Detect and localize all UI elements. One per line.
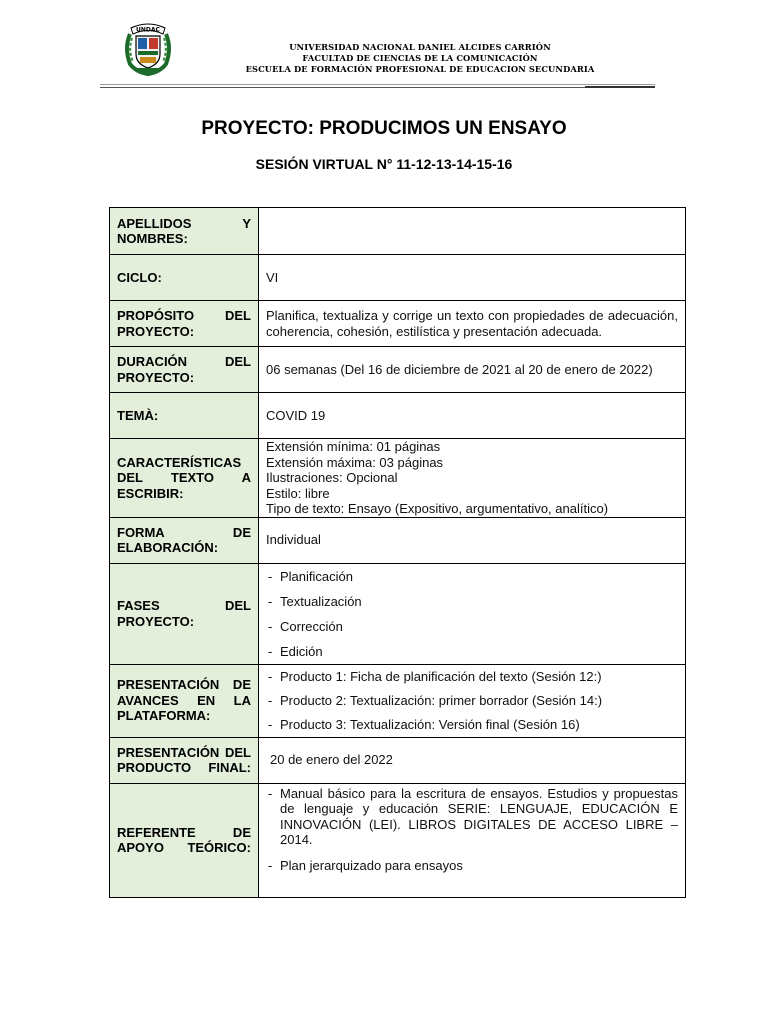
- phases-list: [266, 564, 678, 664]
- row-fases: [110, 563, 686, 664]
- row-label: FORMA DE ELABORACIÓN:: [110, 517, 259, 563]
- row-value: Individual: [259, 517, 686, 563]
- row-duracion: [110, 347, 686, 393]
- row-label: APELLIDOS Y NOMBRES:: [110, 208, 259, 255]
- school-name: ESCUELA DE FORMACIÓN PROFESIONAL DE EDUCACION SECUNDARIA: [245, 64, 595, 74]
- university-name: UNIVERSIDAD NACIONAL DANIEL ALCIDES CARRIÓN: [289, 42, 551, 52]
- deliverables-list: [266, 665, 678, 737]
- header-divider: [100, 84, 655, 85]
- university-logo: [122, 18, 174, 76]
- list-item: - Edición: [266, 639, 678, 664]
- institution-block: [180, 42, 660, 75]
- row-value: COVID 19: [259, 393, 686, 439]
- project-info-table: [109, 207, 686, 898]
- row-proposito: [110, 301, 686, 347]
- list-item: - Textualización: [266, 589, 678, 614]
- list-item: - Plan jerarquizado para ensayos: [266, 858, 678, 874]
- list-item: - Planificación: [266, 564, 678, 589]
- row-referente: [110, 783, 686, 897]
- name-field[interactable]: [259, 208, 686, 255]
- list-item: - Producto 2: Textualización: primer borrador (Sesión 14:): [266, 689, 678, 713]
- row-value: [259, 439, 686, 518]
- row-forma: [110, 517, 686, 563]
- char-line: Extensión máxima: 03 páginas: [266, 454, 444, 470]
- char-line: Extensión mínima: 01 páginas: [266, 439, 441, 454]
- document-header: [100, 16, 655, 90]
- row-caracteristicas: [110, 439, 686, 518]
- row-label: DURACIÓN DEL PROYECTO:: [110, 347, 259, 393]
- row-label: CARACTERÍSTICAS DEL TEXTO A ESCRIBIR:: [110, 439, 259, 518]
- row-label: PRESENTACIÓN DE AVANCES EN LA PLATAFORMA:: [110, 664, 259, 737]
- document-title: PROYECTO: PRODUCIMOS UN ENSAYO: [201, 118, 567, 139]
- row-value: [259, 563, 686, 664]
- faculty-name: FACULTAD DE CIENCIAS DE LA COMUNICACIÓN: [302, 53, 538, 63]
- row-value: [259, 664, 686, 737]
- list-item: - Manual básico para la escritura de ensayos. Estudios y propuestas de lenguaje y educación SERIE: LENGUAJE, EDUCACIÓN E INNOVACIÓN (LEI). LIBROS DIGITALES DE ACCESO LIBRE – 2014.: [266, 786, 678, 848]
- row-apellidos: [110, 208, 686, 255]
- char-line: Tipo de texto: Ensayo (Expositivo, argumentativo, analítico): [266, 501, 609, 516]
- row-label: REFERENTE DE APOYO TEÓRICO:: [110, 783, 259, 897]
- header-divider: [100, 87, 655, 88]
- row-ciclo: [110, 255, 686, 301]
- char-line: Ilustraciones: Opcional: [266, 470, 398, 485]
- header-divider-accent: [585, 86, 655, 88]
- list-item: - Producto 1: Ficha de planificación del texto (Sesión 12:): [266, 665, 678, 689]
- references-list: [266, 786, 678, 874]
- row-value: Planifica, textualiza y corrige un texto con propiedades de adecuación, coherencia, cohesión, estilística y presentación adecuada.: [259, 301, 686, 347]
- char-line: Estilo: libre: [266, 485, 330, 501]
- row-label: PROPÓSITO DEL PROYECTO:: [110, 301, 259, 347]
- row-label: CICLO:: [110, 255, 259, 301]
- row-value: VI: [259, 255, 686, 301]
- row-producto-final: [110, 737, 686, 783]
- row-label: TEMÀ:: [110, 393, 259, 439]
- logo-text: UNDAC: [136, 26, 160, 34]
- row-value: [259, 783, 686, 897]
- list-item: - Producto 3: Textualización: Versión final (Sesión 16): [266, 713, 678, 737]
- row-avances: [110, 664, 686, 737]
- session-subtitle: SESIÓN VIRTUAL N° 11-12-13-14-15-16: [255, 156, 513, 172]
- row-tema: [110, 393, 686, 439]
- list-item: - Corrección: [266, 614, 678, 639]
- row-value: 06 semanas (Del 16 de diciembre de 2021 al 20 de enero de 2022): [259, 347, 686, 393]
- row-label: FASES DEL PROYECTO:: [110, 563, 259, 664]
- row-value: 20 de enero del 2022: [259, 737, 686, 783]
- row-label: PRESENTACIÓN DEL PRODUCTO FINAL:: [110, 737, 259, 783]
